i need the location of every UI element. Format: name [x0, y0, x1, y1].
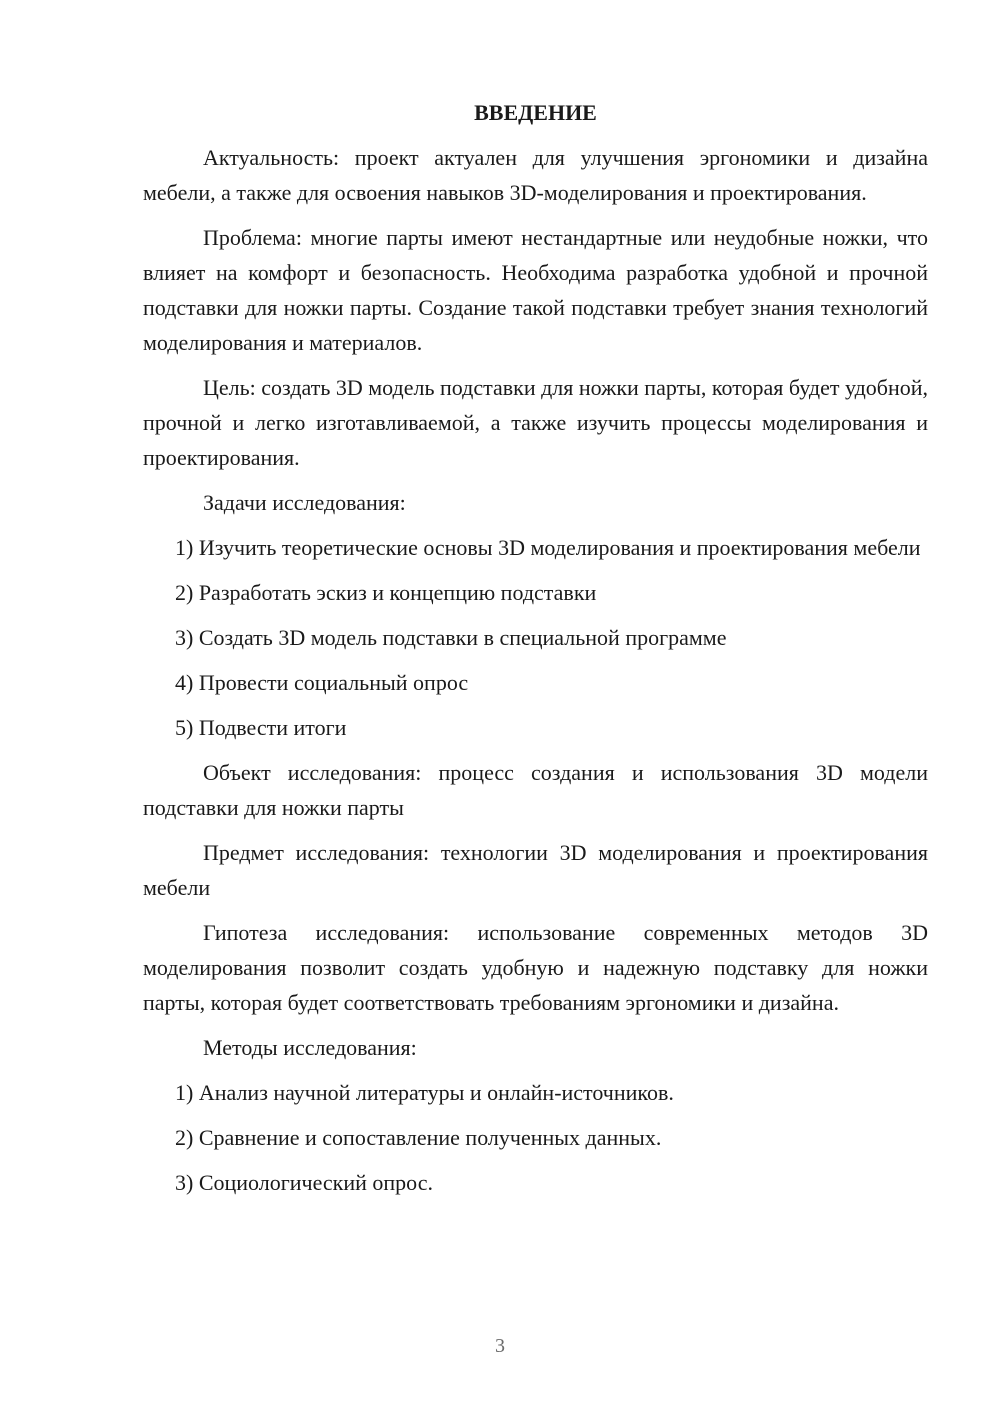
paragraph-goal: Цель: создать 3D модель подставки для ножки парты, которая будет удобной, прочной и легко изготавливаемой, а также изучить процессы моделирования и проектирования.: [143, 375, 929, 470]
list-item-method-2: 2) Сравнение и сопоставление полученных данных.: [175, 1125, 662, 1150]
paragraph-problem: Проблема: многие парты имеют нестандартные или неудобные ножки, что влияет на комфорт и безопасность. Необходима разработка удобной и прочной подставки для ножки парты. Создание такой подставки требует знания технологий моделирования и материалов.: [143, 225, 928, 355]
paragraph-object: Объект исследования: процесс создания и использования 3D модели подставки для ножки парты: [143, 760, 928, 820]
page-content: [143, 95, 928, 1210]
list-item-method-3: 3) Социологический опрос.: [175, 1170, 433, 1195]
list-item-task-5: 5) Подвести итоги: [175, 715, 347, 740]
paragraph-methods-heading: Методы исследования:: [203, 1035, 417, 1060]
paragraph-tasks-heading: Задачи исследования:: [203, 490, 406, 515]
section-title: ВВЕДЕНИЕ: [474, 100, 597, 125]
list-item-task-4: 4) Провести социальный опрос: [175, 670, 469, 695]
list-item-method-1: 1) Анализ научной литературы и онлайн-источников.: [175, 1080, 674, 1105]
page-number: 3: [495, 1335, 505, 1357]
paragraph-hypothesis: Гипотеза исследования: использование современных методов 3D моделирования позволит создать удобную и надежную подставку для ножки парты, которая будет соответствовать требованиям эргономики и дизайна.: [143, 920, 928, 1015]
paragraph-subject: Предмет исследования: технологии 3D моделирования и проектирования мебели: [143, 840, 928, 900]
paragraph-relevance: Актуальность: проект актуален для улучшения эргономики и дизайна мебели, а также для освоения навыков 3D-моделирования и проектирования.: [143, 145, 928, 205]
list-item-task-2: 2) Разработать эскиз и концепцию подставки: [175, 580, 597, 605]
list-item-task-1: 1) Изучить теоретические основы 3D моделирования и проектирования мебели: [175, 535, 921, 560]
list-item-task-3: 3) Создать 3D модель подставки в специальной программе: [175, 625, 727, 650]
